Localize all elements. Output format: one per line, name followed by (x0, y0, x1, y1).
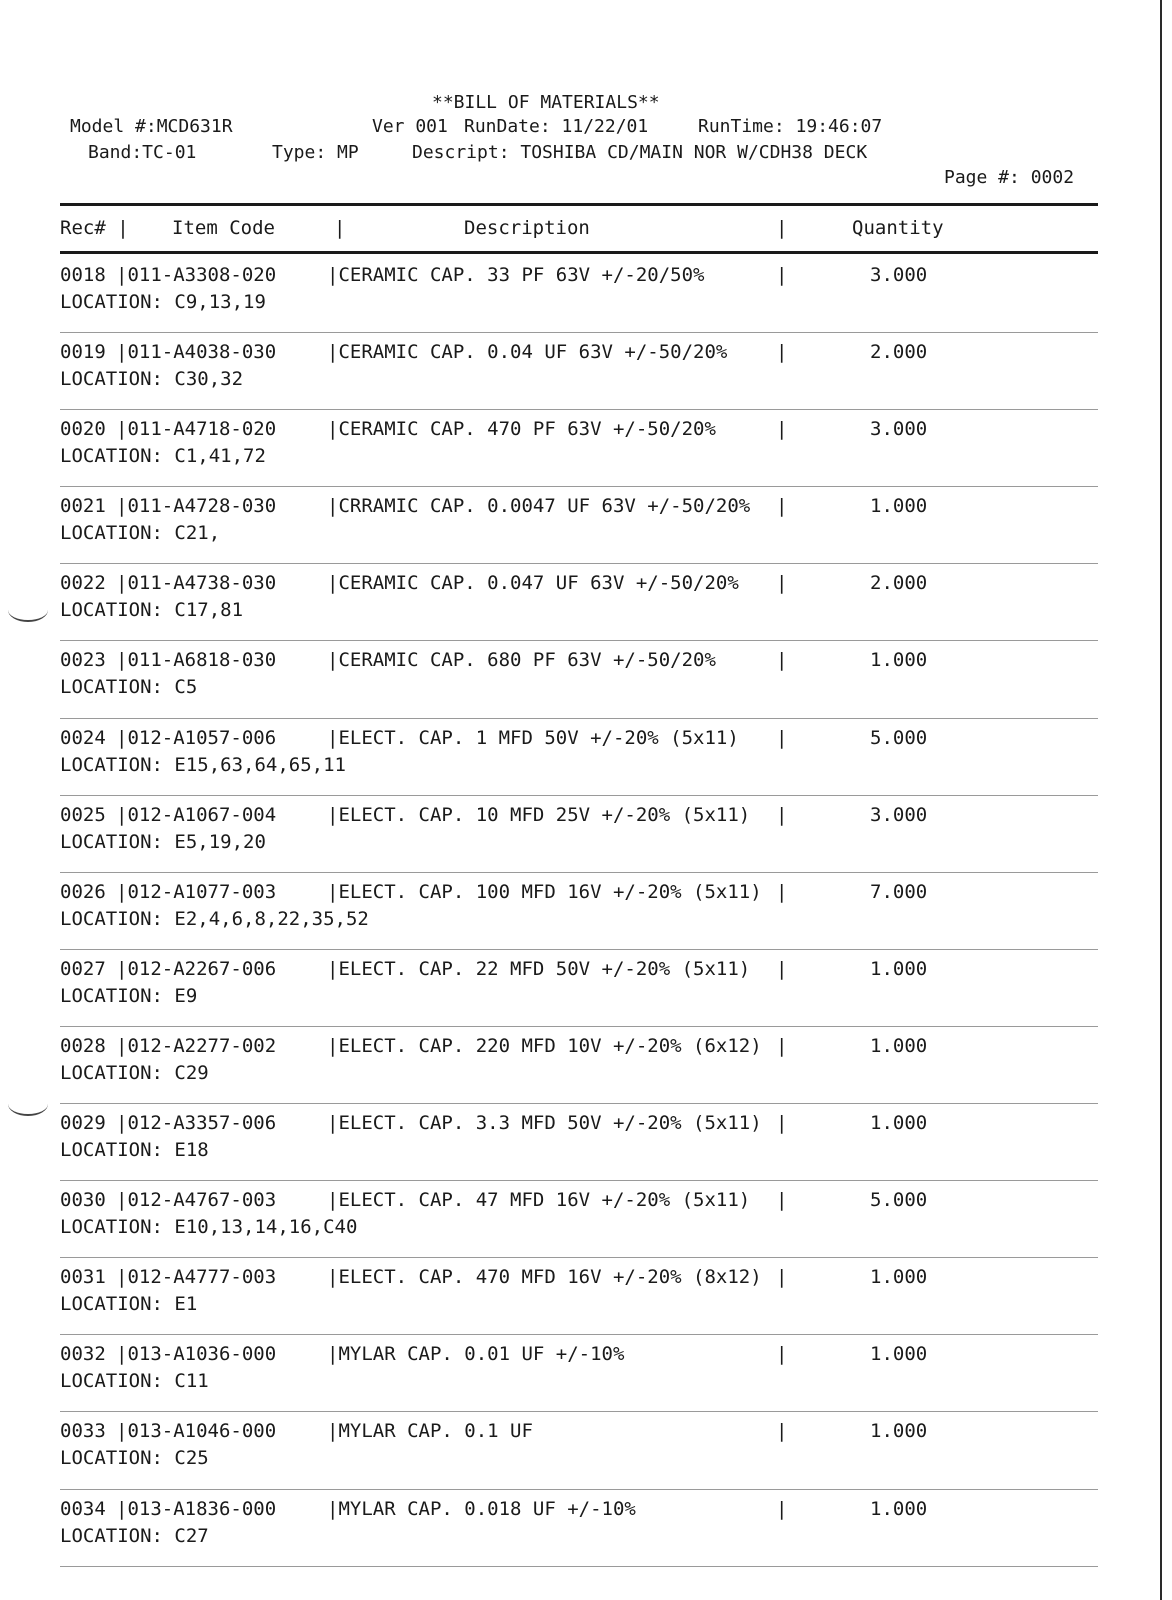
col-sep-2: | (776, 217, 788, 239)
column-separator: | (776, 1266, 788, 1289)
table-row (0, 410, 1172, 487)
description: |ELECT. CAP. 470 MFD 16V +/-20% (8x12) (327, 1266, 762, 1289)
item-code: |011-A6818-030 (116, 649, 277, 672)
location: LOCATION: C25 (60, 1447, 209, 1470)
table-row (0, 1104, 1172, 1181)
description: |CERAMIC CAP. 0.04 UF 63V +/-50/20% (327, 341, 728, 364)
table-row (0, 1027, 1172, 1104)
quantity: 7.000 (870, 880, 928, 903)
location: LOCATION: C17,81 (60, 599, 244, 622)
item-code: |011-A4718-020 (116, 418, 277, 441)
rec-number: 0027 (60, 957, 106, 980)
rec-number: 0021 (60, 495, 106, 518)
item-code: |012-A1077-003 (116, 880, 277, 903)
col-description: Description (464, 217, 590, 239)
column-separator: | (776, 572, 788, 595)
location: LOCATION: C1,41,72 (60, 445, 266, 468)
item-code: |011-A3308-020 (116, 264, 277, 286)
quantity: 1.000 (870, 495, 928, 518)
description: |CRRAMIC CAP. 0.0047 UF 63V +/-50/20% (327, 495, 751, 518)
location: LOCATION: C9,13,19 (60, 291, 266, 313)
item-code: |011-A4038-030 (116, 341, 277, 364)
table-row (0, 333, 1172, 410)
description: |CERAMIC CAP. 470 PF 63V +/-50/20% (327, 418, 716, 441)
quantity: 1.000 (870, 1420, 928, 1443)
rec-number: 0033 (60, 1420, 106, 1443)
item-code: |012-A2267-006 (116, 957, 277, 980)
table-row (0, 1412, 1172, 1489)
description: |ELECT. CAP. 100 MFD 16V +/-20% (5x11) (327, 880, 762, 903)
table-row (0, 487, 1172, 564)
location: LOCATION: E15,63,64,65,11 (60, 753, 346, 776)
page-number: Page #: 0002 (944, 167, 1075, 188)
quantity: 1.000 (870, 1343, 928, 1366)
rec-number: 0025 (60, 803, 106, 826)
item-code: |011-A4738-030 (116, 572, 277, 595)
column-separator: | (776, 1034, 788, 1057)
quantity: 5.000 (870, 726, 928, 749)
column-separator: | (776, 264, 788, 286)
description: |CERAMIC CAP. 0.047 UF 63V +/-50/20% (327, 572, 739, 595)
quantity: 1.000 (870, 649, 928, 672)
header-rule-top (60, 203, 1098, 206)
item-code: |012-A1057-006 (116, 726, 277, 749)
item-code: |013-A1836-000 (116, 1497, 277, 1520)
rec-number: 0026 (60, 880, 106, 903)
rec-number: 0034 (60, 1497, 106, 1520)
quantity: 3.000 (870, 418, 928, 441)
location: LOCATION: E5,19,20 (60, 830, 266, 853)
table-row (0, 796, 1172, 873)
rec-number: 0028 (60, 1034, 106, 1057)
column-separator: | (776, 418, 788, 441)
item-code: |012-A1067-004 (116, 803, 277, 826)
item-code: |012-A4777-003 (116, 1266, 277, 1289)
bom-table-body (0, 256, 1172, 1567)
description: |ELECT. CAP. 220 MFD 10V +/-20% (6x12) (327, 1034, 762, 1057)
description: |ELECT. CAP. 10 MFD 25V +/-20% (5x11) (327, 803, 751, 826)
column-separator: | (776, 341, 788, 364)
table-row (0, 1490, 1172, 1567)
table-row (0, 641, 1172, 718)
location: LOCATION: C21, (60, 522, 221, 545)
table-row (0, 719, 1172, 796)
quantity: 1.000 (870, 1266, 928, 1289)
column-separator: | (776, 649, 788, 672)
rec-number: 0018 (60, 264, 106, 286)
description: |ELECT. CAP. 3.3 MFD 50V +/-20% (5x11) (327, 1112, 762, 1135)
col-sep-1: | (334, 217, 346, 239)
item-code: |012-A4767-003 (116, 1189, 277, 1212)
rec-number: 0019 (60, 341, 106, 364)
run-time: RunTime: 19:46:07 (698, 116, 883, 137)
item-code: |013-A1046-000 (116, 1420, 277, 1443)
table-row (0, 950, 1172, 1027)
col-rec: Rec# | (60, 217, 129, 239)
col-quantity: Quantity (852, 217, 944, 239)
row-divider (60, 1566, 1098, 1567)
quantity: 2.000 (870, 572, 928, 595)
rec-number: 0029 (60, 1112, 106, 1135)
quantity: 3.000 (870, 264, 928, 286)
description: |CERAMIC CAP. 680 PF 63V +/-50/20% (327, 649, 716, 672)
item-code: |011-A4728-030 (116, 495, 277, 518)
description: |ELECT. CAP. 1 MFD 50V +/-20% (5x11) (327, 726, 739, 749)
rec-number: 0032 (60, 1343, 106, 1366)
header-rule-bottom (60, 251, 1098, 254)
table-row (0, 1181, 1172, 1258)
column-separator: | (776, 1189, 788, 1212)
rec-number: 0024 (60, 726, 106, 749)
location: LOCATION: C30,32 (60, 368, 244, 391)
location: LOCATION: E1 (60, 1293, 198, 1316)
column-separator: | (776, 1420, 788, 1443)
rec-number: 0030 (60, 1189, 106, 1212)
quantity: 1.000 (870, 1034, 928, 1057)
location: LOCATION: E10,13,14,16,C40 (60, 1216, 358, 1239)
column-separator: | (776, 880, 788, 903)
rec-number: 0023 (60, 649, 106, 672)
column-separator: | (776, 957, 788, 980)
description: |MYLAR CAP. 0.018 UF +/-10% (327, 1497, 636, 1520)
table-row (0, 873, 1172, 950)
column-separator: | (776, 803, 788, 826)
quantity: 1.000 (870, 1497, 928, 1520)
description: |MYLAR CAP. 0.1 UF (327, 1420, 533, 1443)
location: LOCATION: C27 (60, 1524, 209, 1547)
quantity: 3.000 (870, 803, 928, 826)
description-header: Descript: TOSHIBA CD/MAIN NOR W/CDH38 DECK (412, 142, 868, 163)
report-title: **BILL OF MATERIALS** (432, 92, 660, 113)
column-separator: | (776, 1112, 788, 1135)
col-item-code: Item Code (172, 217, 275, 239)
table-row (0, 564, 1172, 641)
column-separator: | (776, 495, 788, 518)
location: LOCATION: E2,4,6,8,22,35,52 (60, 907, 369, 930)
version: Ver 001 (372, 116, 448, 137)
item-code: |013-A1036-000 (116, 1343, 277, 1366)
run-date: RunDate: 11/22/01 (464, 116, 649, 137)
location: LOCATION: C29 (60, 1061, 209, 1084)
item-code: |012-A2277-002 (116, 1034, 277, 1057)
description: |MYLAR CAP. 0.01 UF +/-10% (327, 1343, 625, 1366)
rec-number: 0031 (60, 1266, 106, 1289)
rec-number: 0022 (60, 572, 106, 595)
quantity: 1.000 (870, 957, 928, 980)
type: Type: MP (272, 142, 359, 163)
location: LOCATION: E9 (60, 984, 198, 1007)
quantity: 5.000 (870, 1189, 928, 1212)
band: Band:TC-01 (88, 142, 197, 163)
column-separator: | (776, 1497, 788, 1520)
column-separator: | (776, 1343, 788, 1366)
column-separator: | (776, 726, 788, 749)
location: LOCATION: C5 (60, 676, 198, 699)
quantity: 2.000 (870, 341, 928, 364)
description: |CERAMIC CAP. 33 PF 63V +/-20/50% (327, 264, 705, 286)
description: |ELECT. CAP. 47 MFD 16V +/-20% (5x11) (327, 1189, 751, 1212)
quantity: 1.000 (870, 1112, 928, 1135)
location: LOCATION: C11 (60, 1370, 209, 1393)
table-row (0, 1258, 1172, 1335)
table-row (0, 256, 1172, 333)
item-code: |012-A3357-006 (116, 1112, 277, 1135)
rec-number: 0020 (60, 418, 106, 441)
description: |ELECT. CAP. 22 MFD 50V +/-20% (5x11) (327, 957, 751, 980)
model-number: Model #:MCD631R (70, 116, 233, 137)
location: LOCATION: E18 (60, 1139, 209, 1162)
table-row (0, 1335, 1172, 1412)
